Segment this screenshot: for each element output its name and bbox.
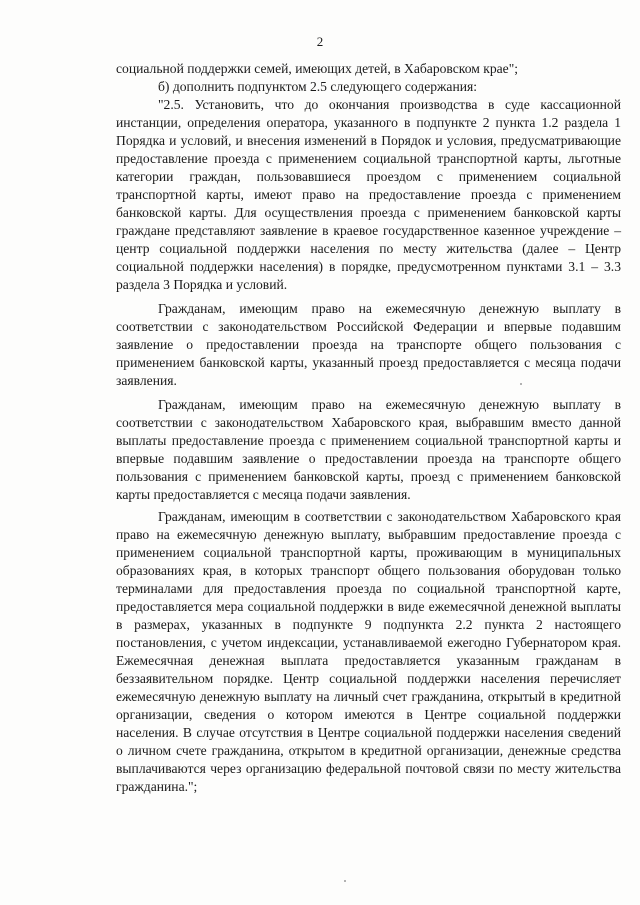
paragraph-regional-recipients: Гражданам, имеющим право на ежемесячную денежную выплату в соответствии с законодательством Хабаровского края, выбравшим вместо данной выплаты предоставление проезда с применением социальной транспортной карты и впервые подавшим заявление о предоставлении проезда на транспорте общего пользования с применением банковской карты, проезд с применением банковской карты предоставляется с месяца подачи заявления.	[116, 397, 621, 502]
paragraph-monthly-payment: Гражданам, имеющим в соответствии с законодательством Хабаровского края право на ежемесячную денежную выплату, выбравшим предоставление проезда с применением социальной транспортной карты, проживающим в муниципальных образованиях края, в которых транспорт общего пользования оборудован только терминалами для предоставления проезда по социальной транспортной карте, предоставляется мера социальной поддержки в виде ежемесячной денежной выплаты в размерах, указанных в подпункте 9 подпункта 2.2 пункта 2 настоящего постановления, с учетом индексации, устанавливаемой ежегодно Губернатором края. Ежемесячная денежная выплата предоставляется указанным гражданам в беззаявительном порядке. Центр социальной поддержки населения перечисляет ежемесячную денежную выплату на личный счет гражданина, открытый в кредитной организации, сведения о котором имеются в Центре социальной поддержки населения. В случае отсутствия в Центре социальной поддержки населения сведений о личном счете гражданина, открытом в кредитной организации, денежные средства выплачиваются через организацию федеральной почтовой связи по месту жительства гражданина.";	[116, 509, 621, 794]
page-number: 2	[316, 34, 324, 49]
paragraph-amendment-b: б) дополнить подпунктом 2.5 следующего содержания:	[158, 79, 478, 94]
document-body	[116, 60, 621, 796]
paragraph-continuation: социальной поддержки семей, имеющих детей, в Хабаровском крае";	[116, 61, 519, 76]
scan-speck	[520, 383, 522, 385]
paragraph-2-5: "2.5. Установить, что до окончания производства в суде кассационной инстанции, определения оператора, указанного в подпункте 2 пункта 1.2 раздела 1 Порядка и условий, и внесения изменений в Порядок и условия, предусматривающие предоставление проезда с применением социальной транспортной карты, льготные категории граждан, пользовавшиеся проездом с применением социальной транспортной карты, имеют право на предоставление проезда с применением банковской карты. Для осуществления проезда с применением банковской карты граждане представляют заявление в краевое государственное казенное учреждение – центр социальной поддержки населения по месту жительства (далее – Центр социальной поддержки населения) в порядке, предусмотренном пунктами 3.1 – 3.3 раздела 3 Порядка и условий.	[116, 97, 621, 292]
scan-speck	[344, 880, 346, 882]
paragraph-rf-recipients: Гражданам, имеющим право на ежемесячную денежную выплату в соответствии с законодательством Российской Федерации и впервые подавшим заявление о предоставлении проезда на транспорте общего пользования с применением банковской карты, указанный проезд предоставляется с месяца подачи заявления.	[116, 301, 621, 388]
